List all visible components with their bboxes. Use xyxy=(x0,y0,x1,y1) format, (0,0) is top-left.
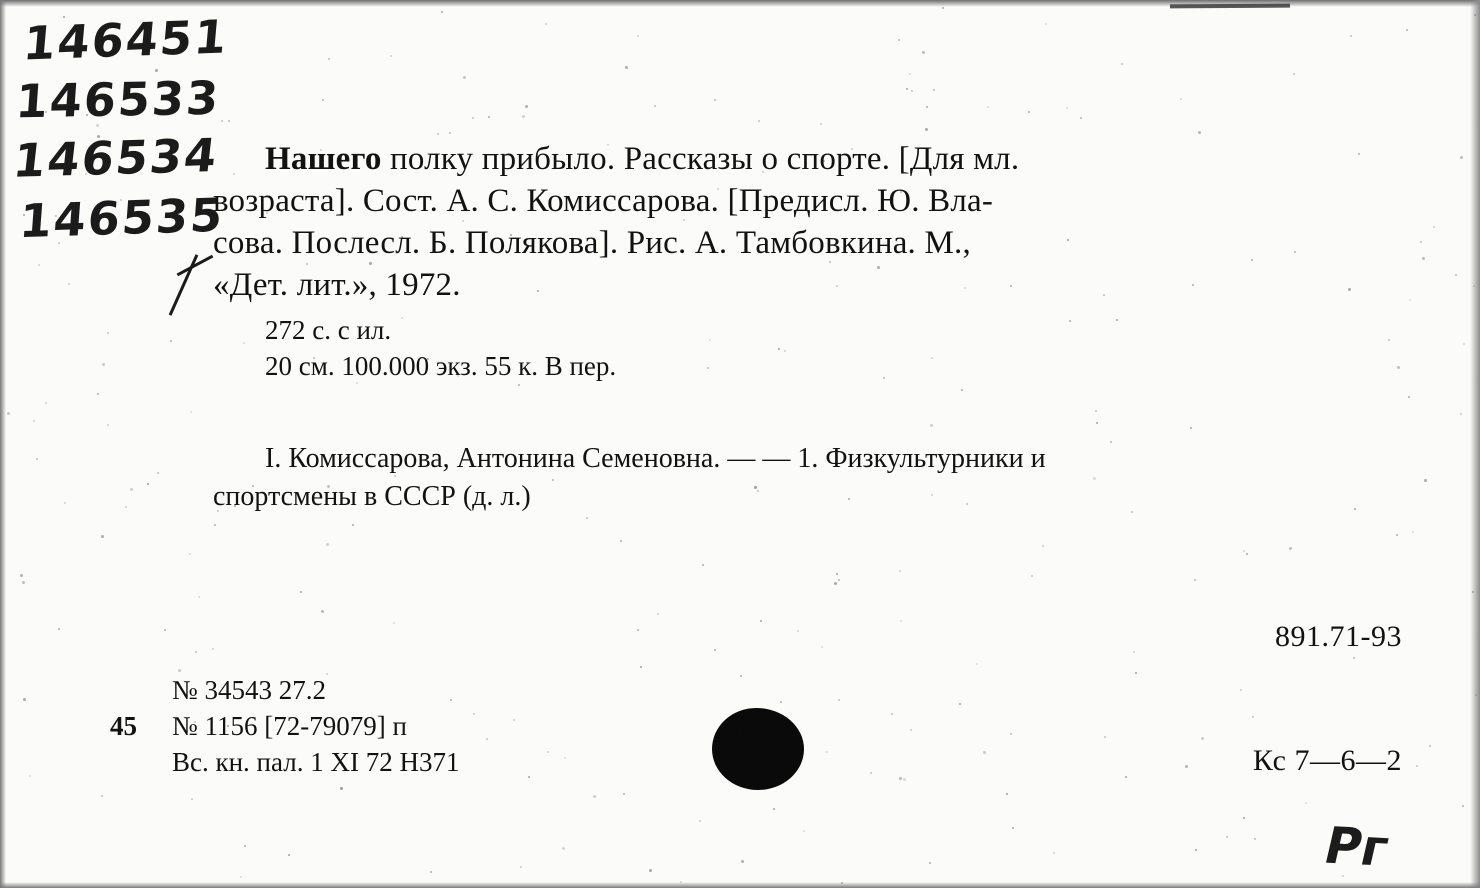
ks-classification: Кс 7—6—2 xyxy=(1252,744,1402,777)
accession-number-1: 146451 xyxy=(21,9,231,71)
tracings-line-1: I. Комиссарова, Антонина Семеновна. — — 1. Физкультурники и xyxy=(265,443,1046,474)
accession-number-3: 146534 xyxy=(10,128,222,188)
title-line-3: сова. Послесл. Б. Полякова]. Рис. А. Тамбовкина. М., xyxy=(213,225,971,261)
registration-line: Вс. кн. пал. 1 XI 72 Н371 xyxy=(172,747,460,777)
accession-number-4: 146535 xyxy=(17,187,227,249)
bibliographic-record xyxy=(213,138,1403,384)
order-number: № 34543 27.2 xyxy=(172,675,327,705)
sidenote-number: 45 xyxy=(110,711,137,741)
physical-pages: 272 с. с ил. xyxy=(265,315,392,345)
book-chamber-number: № 1156 [72-79079] п xyxy=(172,711,407,741)
tracings-line-2: спортсмены в СССР (д. л.) xyxy=(213,481,531,512)
scan-artifact-mark xyxy=(1170,4,1290,9)
handwritten-bottom-mark: Рг xyxy=(1318,816,1395,878)
title-line-1-rest: полку прибыло. Рассказы о спорте. [Для мл. xyxy=(381,141,1020,177)
title-line-2: возраста]. Сост. А. С. Комиссарова. [Предисл. Ю. Вла- xyxy=(213,183,994,219)
scan-edge-right xyxy=(1470,0,1480,888)
title-keyword: Нашего xyxy=(265,141,382,177)
ink-blot xyxy=(712,708,804,790)
registration-row xyxy=(110,744,459,780)
physical-details: 20 см. 100.000 экз. 55 к. В пер. xyxy=(265,351,617,381)
order-number-row xyxy=(110,672,459,708)
scan-edge-left xyxy=(0,0,6,888)
title-line-1 xyxy=(213,138,1403,180)
udk-classification: 891.71-93 xyxy=(1275,620,1402,653)
bottom-left-numbers xyxy=(110,672,459,780)
subject-tracings xyxy=(213,440,1403,516)
accession-number-2: 146533 xyxy=(13,70,223,129)
book-chamber-row xyxy=(110,708,459,744)
title-line-4: «Дет. лит.», 1972. xyxy=(213,267,461,303)
scan-edge-bottom xyxy=(0,882,1480,888)
